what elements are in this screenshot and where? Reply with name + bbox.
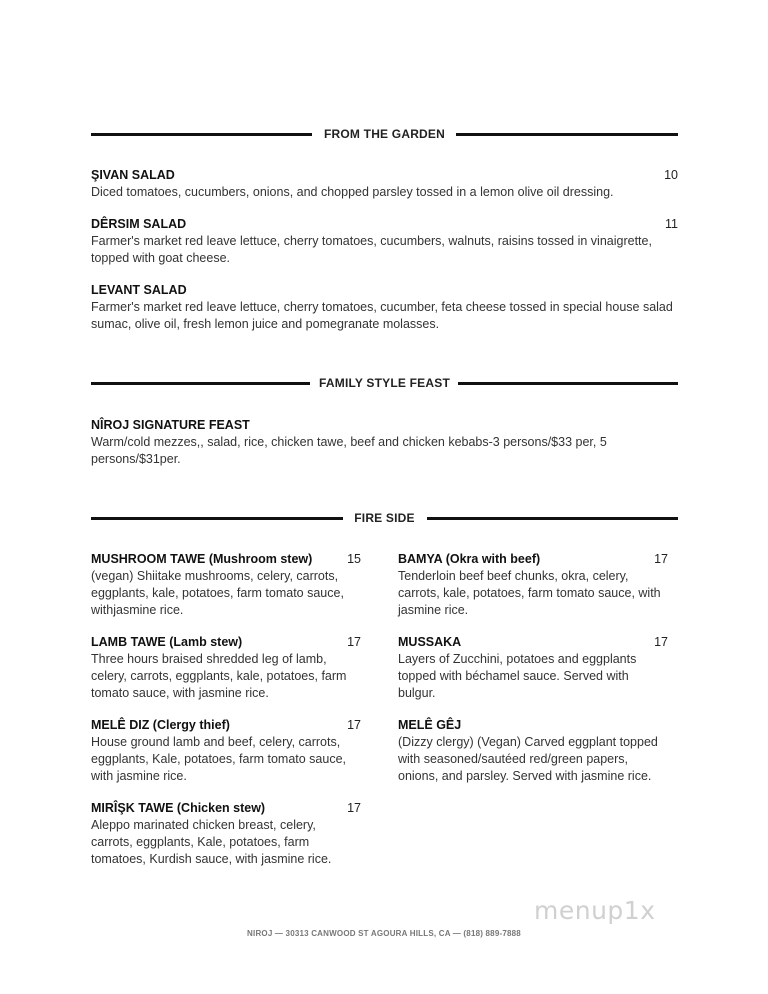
menu-item [91, 417, 678, 468]
item-description: Aleppo marinated chicken breast, celery, carrots, eggplants, Kale, potatoes, farm tomatoes, Kurdish sauce, with jasmine rice. [91, 818, 332, 866]
divider [427, 517, 678, 520]
item-price: 17 [347, 635, 361, 649]
item-name: MIRÎŞK TAWE (Chicken stew) [91, 801, 266, 815]
item-description: (Dizzy clergy) (Vegan) Carved eggplant topped with seasoned/sautéed red/green papers, onions, and parsley. Served with jasmine rice. [398, 735, 658, 783]
item-price: 11 [665, 217, 678, 231]
item-name: DÊRSIM SALAD [91, 217, 187, 231]
menu-item [91, 216, 678, 267]
item-price: 10 [664, 168, 678, 182]
item-name: LEVANT SALAD [91, 283, 187, 297]
menu-item [91, 282, 678, 333]
section-title: FAMILY STYLE FEAST [319, 376, 450, 390]
section-header-fireside [91, 508, 678, 528]
item-name: MUSHROOM TAWE (Mushroom stew) [91, 552, 313, 566]
item-name: MUSSAKA [398, 635, 462, 649]
item-description: Three hours braised shredded leg of lamb, celery, carrots, eggplants, kale, potatoes, farm tomato sauce, with jasmine rice. [91, 652, 347, 700]
item-name: NÎROJ SIGNATURE FEAST [91, 418, 250, 432]
menu-item [398, 717, 668, 785]
item-description: Farmer's market red leave lettuce, cherry tomatoes, cucumbers, walnuts, raisins tossed in vinaigrette, topped with goat cheese. [91, 234, 652, 265]
item-name: MELÊ DIZ (Clergy thief) [91, 718, 230, 732]
section-header-garden [91, 124, 678, 144]
item-description: Warm/cold mezzes,, salad, rice, chicken tawe, beef and chicken kebabs-3 persons/$33 per, 5 persons/$31per. [91, 435, 607, 466]
menu-item [91, 717, 361, 785]
menu-item [398, 634, 668, 702]
item-description: Diced tomatoes, cucumbers, onions, and chopped parsley tossed in a lemon olive oil dressing. [91, 185, 614, 199]
item-description: Farmer's market red leave lettuce, cherry tomatoes, cucumber, feta cheese tossed in special house salad sumac, olive oil, fresh lemon juice and pomegranate molasses. [91, 300, 673, 331]
menu-item [91, 167, 678, 201]
item-name: ŞIVAN SALAD [91, 168, 175, 182]
item-description: House ground lamb and beef, celery, carrots, eggplants, Kale, potatoes, farm tomato sauce, with jasmine rice. [91, 735, 347, 783]
item-name: LAMB TAWE (Lamb stew) [91, 635, 243, 649]
item-description: (vegan) Shiitake mushrooms, celery, carrots, eggplants, kale, potatoes, farm tomato sauce, withjasmine rice. [91, 569, 344, 617]
menu-item [398, 551, 668, 619]
watermark-logo: menup1x [534, 896, 656, 925]
section-title: FIRE SIDE [354, 511, 415, 525]
item-name: BAMYA (Okra with beef) [398, 552, 541, 566]
menu-item [91, 634, 361, 702]
item-price: 17 [654, 635, 668, 649]
section-header-family [91, 373, 678, 393]
section-title: FROM THE GARDEN [324, 127, 445, 141]
menu-item [91, 551, 361, 619]
footer-address: NIROJ — 30313 CANWOOD ST AGOURA HILLS, CA — (818) 889-7888 [247, 929, 521, 938]
item-name: MELÊ GÊJ [398, 718, 462, 732]
item-price: 17 [654, 552, 668, 566]
item-description: Tenderloin beef beef chunks, okra, celery, carrots, kale, potatoes, farm tomato sauce, with jasmine rice. [398, 569, 661, 617]
divider [458, 382, 678, 385]
item-price: 15 [347, 552, 361, 566]
item-price: 17 [347, 801, 361, 815]
divider [456, 133, 678, 136]
item-description: Layers of Zucchini, potatoes and eggplants topped with béchamel sauce. Served with bulgur. [398, 652, 637, 700]
menu-item [91, 800, 361, 868]
item-price: 17 [347, 718, 361, 732]
